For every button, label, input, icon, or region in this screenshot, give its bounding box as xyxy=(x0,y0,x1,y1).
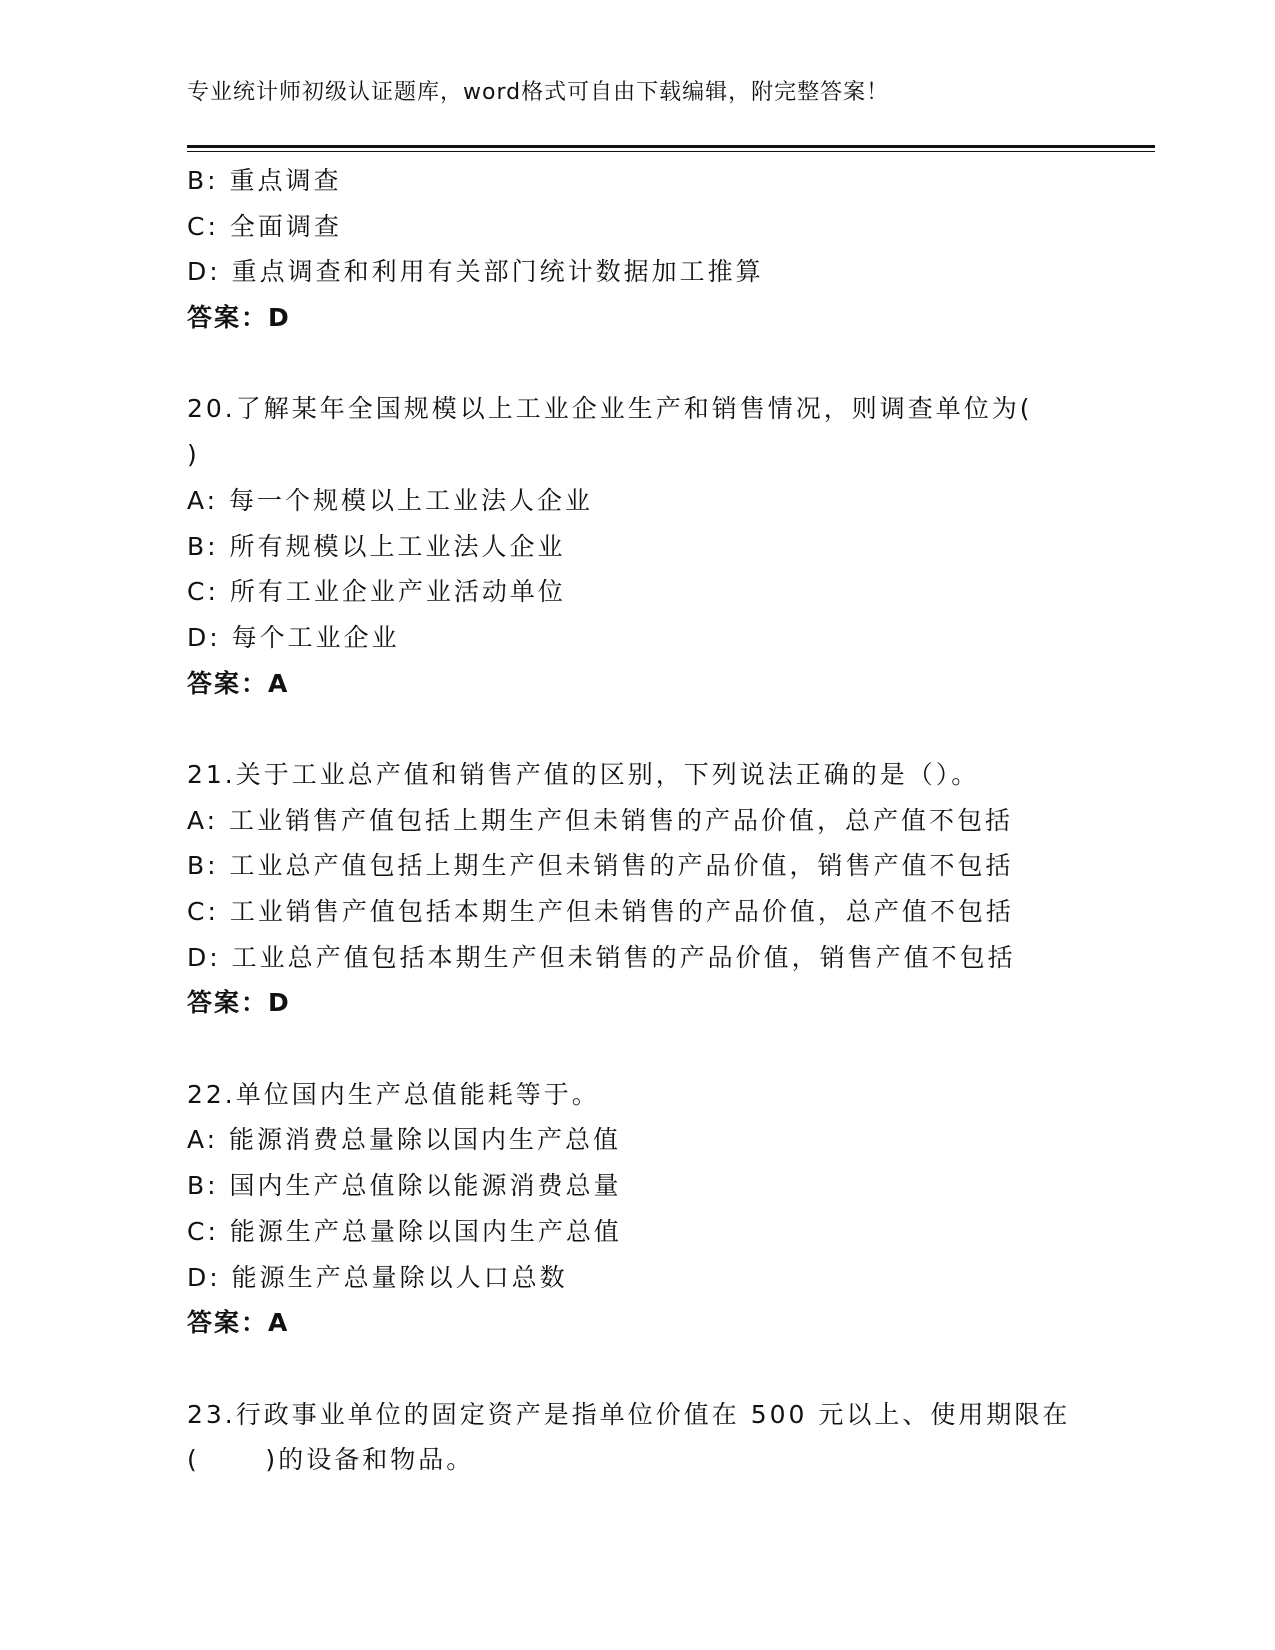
q20-option-c: C: 所有工业企业产业活动单位 xyxy=(187,577,566,607)
q22-option-a: A: 能源消费总量除以国内生产总值 xyxy=(187,1125,622,1155)
q19-option-c: C: 全面调查 xyxy=(187,211,342,241)
q21-option-c: C: 工业销售产值包括本期生产但未销售的产品价值，总产值不包括 xyxy=(187,897,1014,926)
q22-answer: 答案：A xyxy=(187,1308,290,1338)
q21-option-b: B: 工业总产值包括上期生产但未销售的产品价值，销售产值不包括 xyxy=(187,851,1014,881)
q23-stem-line1: 23.行政事业单位的固定资产是指单位价值在 500 元以上、使用期限在 xyxy=(187,1399,1071,1429)
q22-stem-line1: 22.单位国内生产总值能耗等于。 xyxy=(187,1079,600,1109)
q21-option-d: D: 工业总产值包括本期生产但未销售的产品价值，销售产值不包括 xyxy=(187,942,1016,972)
q20-stem-line2: ) xyxy=(187,440,200,470)
q21-stem-line1: 21.关于工业总产值和销售产值的区别，下列说法正确的是（）。 xyxy=(187,759,980,789)
q22-option-c: C: 能源生产总量除以国内生产总值 xyxy=(187,1216,622,1246)
q21-option-a: A: 工业销售产值包括上期生产但未销售的产品价值，总产值不包括 xyxy=(187,805,1014,835)
q19-option-b: B: 重点调查 xyxy=(187,166,342,195)
q20-answer: 答案：A xyxy=(187,668,290,698)
q20-option-a: A: 每一个规模以上工业法人企业 xyxy=(187,485,594,515)
page-header: 专业统计师初级认证题库，word格式可自由下载编辑，附完整答案！ xyxy=(187,80,890,105)
header-divider-thick xyxy=(187,145,1155,148)
question-content xyxy=(187,158,1087,1483)
q20-option-b: B: 所有规模以上工业法人企业 xyxy=(187,531,566,561)
q21-answer: 答案：D xyxy=(187,988,291,1018)
q22-option-d: D: 能源生产总量除以人口总数 xyxy=(187,1262,568,1292)
q19-option-d: D: 重点调查和利用有关部门统计数据加工推算 xyxy=(187,257,764,287)
q23-stem-line2: ( )的设备和物品。 xyxy=(187,1445,475,1475)
q22-option-b: B: 国内生产总值除以能源消费总量 xyxy=(187,1171,622,1201)
q20-option-d: D: 每个工业企业 xyxy=(187,622,400,652)
header-divider-thin xyxy=(187,151,1155,152)
q20-stem-line1: 20.了解某年全国规模以上工业企业生产和销售情况，则调查单位为( xyxy=(187,394,1033,424)
q19-answer: 答案：D xyxy=(187,303,291,333)
